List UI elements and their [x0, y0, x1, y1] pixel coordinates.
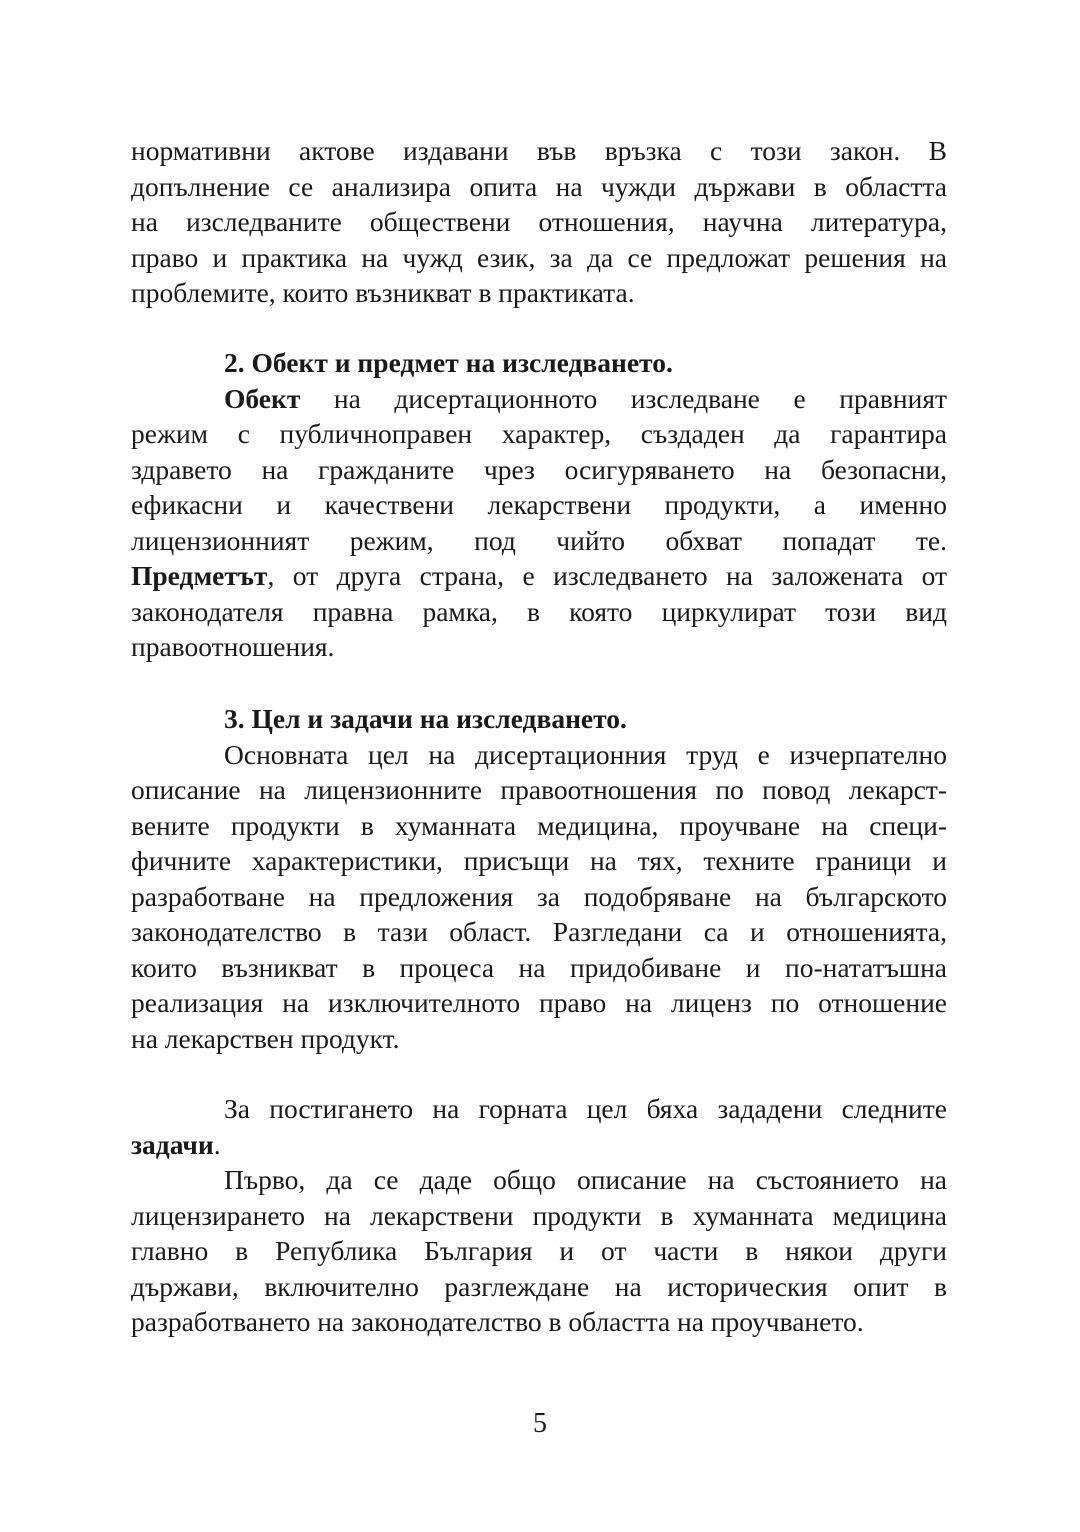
text-line: на лекарствен продукт.	[131, 1022, 400, 1054]
text-run: , от друга страна, е изследването на заложената от	[267, 560, 947, 591]
text-line: допълнение се анализира опита на чужди държави в областта	[131, 170, 947, 202]
term-subject: Предметът	[131, 560, 268, 591]
text-run: на дисертационното изследване е правният	[300, 382, 947, 414]
text-line: режим с публичноправен характер, създаден да гарантира	[131, 418, 947, 449]
text-line: здравето на гражданите чрез осигуряването на безопасни,	[131, 453, 947, 485]
term-tasks: задачи	[131, 1128, 214, 1160]
text-line: нормативни актове издавани във връзка с този закон. В	[131, 135, 947, 166]
text-line: лицензирането на лекарствени продукти в хуманната медицина	[131, 1199, 947, 1231]
text-line	[131, 558, 947, 594]
text-line: описание на лицензионните правоотношения по повод лекарст-	[131, 774, 947, 805]
section-goal-tasks	[131, 701, 947, 1056]
page-number: 5	[533, 1408, 547, 1439]
text-line: разработване на предложения за подобряване на българското	[131, 880, 947, 912]
text-line: на изследваните обществени отношения, научна литература,	[131, 206, 947, 237]
text-line: държави, включително разглеждане на историческия опит в	[131, 1270, 947, 1302]
intro-paragraph	[131, 133, 947, 311]
text-line: които възникват в процеса на придобиване и по-нататъшна	[131, 951, 947, 983]
text-line: правоотношения.	[131, 631, 335, 662]
section-heading: 3. Цел и задачи на изследването.	[224, 703, 627, 734]
text-line: главно в Република България и от части в някои други	[131, 1235, 947, 1266]
text-line: Основната цел на дисертационния труд е изчерпателно	[224, 738, 947, 770]
text-line: законодателя правна рамка, в която циркулират този вид	[131, 595, 947, 627]
term-object: Обект	[224, 382, 301, 414]
section-heading: 2. Обект и предмет на изследването.	[224, 347, 673, 378]
text-line: лицензионният режим, под чийто обхват попадат те.	[131, 524, 947, 556]
tasks-paragraph	[131, 1091, 947, 1340]
text-line: проблемите, които възникват в практиката.	[131, 277, 635, 308]
text-run: .	[213, 1128, 221, 1160]
text-line: вените продукти в хуманната медицина, проучване на специ-	[131, 809, 947, 841]
text-line	[131, 381, 947, 417]
text-line: За постигането на горната цел бяха зададени следните	[224, 1093, 947, 1124]
text-line: Първо, да се даде общо описание на състоянието на	[224, 1164, 947, 1195]
text-line: разработването на законодателство в областта на проучването.	[131, 1306, 864, 1337]
text-line	[131, 1127, 947, 1163]
text-line: законодателство в тази област. Разгледани са и отношенията,	[131, 916, 947, 947]
text-line: ефикасни и качествени лекарствени продукти, а именно	[131, 489, 947, 520]
text-line: фичните характеристики, присъщи на тях, техните граници и	[131, 845, 947, 876]
section-object-subject	[131, 345, 947, 665]
text-line: реализация на изключителното право на лиценз по отношение	[131, 987, 947, 1018]
text-line: право и практика на чужд език, за да се предложат решения на	[131, 241, 947, 273]
